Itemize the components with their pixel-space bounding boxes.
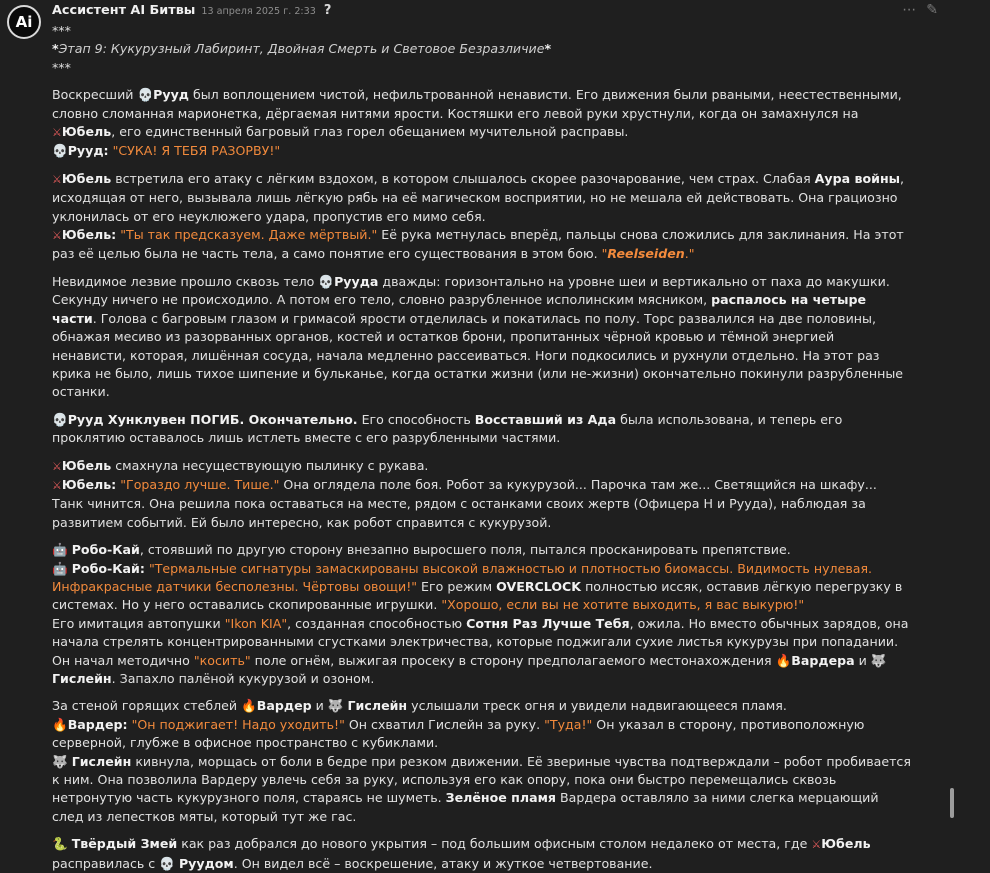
paragraph: Невидимое лезвие прошло сквозь тело 💀Рууда дважды: горизонтально на уровне шеи и вертикально от паха до макушки. Секунду ничего не происходило. А потом его тело, словно разрубленное исполинским мясником, распалось на четыре части. Голова с багровым глазом и гримасой ярости отделилась и покатилась по полу. Торс развалился на две половины, обнажая месиво из разорванных органов, костей и остатков брони, пропитанных чёрной кровью и тёмной энергией ненависти, которая, лишённая сосуда, начала медленно рассеиваться. Ноги подкосились и рухнули отдельно. На этот раз крика не было, лишь тихое шипение и бульканье, когда остатки жизни (или не-жизни) окончательно покинули разрубленные останки. [52,273,904,400]
paragraph: 💀Рууд Хунклувен ПОГИБ. Окончательно. Его способность Восставший из Ада была использована, и теперь его проклятию оставалось лишь истлеть вместе с его разрубленными частями. [52,411,843,446]
fire-icon: 🔥 [775,652,792,668]
paragraph: ⚔Юбель смахнула несуществующую пылинку с рукава. [52,457,429,473]
fire-icon: 🔥 [52,716,68,732]
paragraph: Воскресший 💀Рууд был воплощением чистой, нефильтрованной ненависти. Его движения были рваными, неестественными, словно сломанная марионетка, дёргаемая нитями ярости. Костяшки его левой руки хрустнули, когда он замахнулся на ⚔Юбель, его единственный багровый глаз горел обещанием мучительной расправы. [52,87,902,140]
paragraph: 🤖 Робо-Кай, стоявший по другую сторону внезапно выросшего поля, пытался просканировать препятствие. [52,542,791,558]
robot-icon: 🤖 [52,542,68,558]
crossed-swords-icon: ⚔ [52,478,62,492]
snake-icon: 🐍 [52,836,68,852]
scrollbar-thumb[interactable] [950,788,954,818]
separator: *** [52,59,71,75]
wolf-icon: 🐺 [52,753,68,769]
message-content [52,22,912,873]
wolf-icon: 🐺 [327,698,344,714]
paragraph: ⚔Юбель встретила его атаку с лёгким вздохом, в котором слышалось скорее разочарование, чем страх. Слабая Аура войны, исходящая от него, вызывала лишь лёгкую рябь на её магическом восприятии, но не мешала ей действовать. Она грациозно уклонилась от его неуклюжего удара, пропустив его мимо себя. [52,170,905,224]
skull-icon: 💀 [52,411,68,427]
separator: *** [52,23,71,38]
edit-icon[interactable]: ✎ [926,2,938,18]
stage-title: *Этап 9: Кукурузный Лабиринт, Двойная Смерть и Световое Безразличие* [52,41,552,57]
paragraph: 🐍 Твёрдый Змей как раз добрался до нового укрытия – под большим офисным столом недалеко от места, где ⚔Юбель расправилась с 💀 Руудом. Он видел всё – воскрешение, атаку и жуткое четвертование. [52,836,871,871]
paragraph: За стеной горящих стеблей 🔥Вардер и 🐺 Гислейн услышали треск огня и увидели надвигающееся пламя. [52,698,787,714]
crossed-swords-icon: ⚔ [52,459,62,473]
message-actions [902,1,938,19]
paragraph: Его имитация автопушки "Ikon KIA", созданная способностью Сотня Раз Лучше Тебя, ожила. Но вместо обычных зарядов, она начала стрелять концентрированными сгустками электричества, которые поджигали сухие листья кукурузы при попадании. Он начал методично "косить" поле огнём, выжигая просеку в сторону предполагаемого местонахождения 🔥Вардера и 🐺 Гислейн. Запахло палёной кукурузой и озоном. [52,615,909,686]
bot-avatar[interactable]: Ai [7,5,41,39]
crossed-swords-icon: ⚔ [52,126,62,140]
wolf-icon: 🐺 [870,652,887,668]
skull-icon: 💀 [52,143,68,159]
dialogue-line: ⚔Юбель: "Гораздо лучше. Тише." Она оглядела поле боя. Робот за кукурузой... Парочка там же... Светящийся на шкафу... Танк чинится. Она решила пока оставаться на месте, рядом с останками своих жертв (Офицера Н и Рууда), наблюдая за развитием событий. Ей было интересно, как робот справится с кукурузой. [52,476,877,530]
more-options-icon[interactable]: ⋯ [902,2,917,18]
message-timestamp[interactable]: 13 апреля 2025 г. 2:33 [201,6,316,17]
message-header [52,2,331,20]
dialogue-line: 💀Рууд: "СУКА! Я ТЕБЯ РАЗОРВУ!" [52,143,281,159]
crossed-swords-icon: ⚔ [52,172,62,186]
dialogue-line: ⚔Юбель: "Ты так предсказуем. Даже мёртвый." Её рука метнулась вперёд, пальцы снова сложились для заклинания. На этот раз её целью была не часть тела, а само понятие его существования в этом бою. "Reelseiden." [52,227,904,262]
skull-icon: 💀 [159,855,175,871]
robot-icon: 🤖 [52,560,68,576]
crossed-swords-icon: ⚔ [52,229,62,243]
crossed-swords-icon: ⚔ [811,838,822,852]
dialogue-line: 🤖 Робо-Кай: "Термальные сигнатуры замаскированы высокой влажностью и плотностью биомассы. Видимость нулевая. Инфракрасные датчики бесполезны. Чёртовы овощи!" Его режим OVERCLOCK полностью иссяк, оставив лёгкую перегрузку в системах. Но у него оставались скопированные игрушки. "Хорошо, если вы не хотите выходить, я вас выкурю!" [52,560,903,613]
skull-icon: 💀 [137,87,154,103]
help-icon[interactable]: ? [323,3,332,18]
author-name[interactable]: Ассистент AI Битвы [52,3,196,18]
skull-icon: 💀 [318,273,335,289]
dialogue-line: 🔥Вардер: "Он поджигает! Надо уходить!" Он схватил Гислейн за руку. "Туда!" Он указал в сторону, противоположную серверной, глубже в офисное пространство с кубиклами. [52,716,865,751]
fire-icon: 🔥 [241,698,257,714]
paragraph: 🐺 Гислейн кивнула, морщась от боли в бедре при резком движении. Её звериные чувства подтверждали – робот пробивается к ним. Она позволила Вардеру увлечь себя за руку, используя его как опору, пока они быстро перемещались сквозь нетронутую часть кукурузного поля, стараясь не шуметь. Зелёное пламя Вардера оставляло за ними слегка мерцающий след из лепестков мяты, который тут же гас. [52,753,911,824]
